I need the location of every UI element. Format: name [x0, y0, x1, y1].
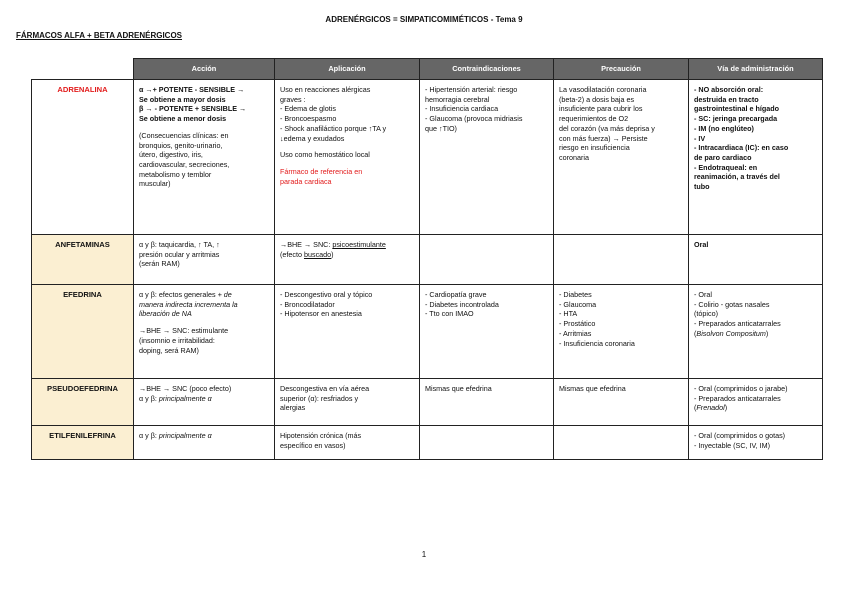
via-cell [689, 379, 823, 426]
cell-line: - Oral [694, 290, 712, 299]
product-name: Bisolvon Compositum [696, 328, 766, 338]
cell-line: - Edema de glotis [280, 104, 336, 114]
cell-line: - Colirio - gotas nasales [694, 299, 770, 309]
precaucion-cell [554, 80, 689, 235]
text-segment: + de [217, 290, 232, 299]
via-cell [689, 426, 823, 460]
cell-line: - Endotraqueal: en [694, 162, 758, 172]
reference-note: parada cardiaca [280, 176, 332, 186]
column-header-precaucion: Precaución [554, 59, 689, 80]
underlined-term: buscado [303, 249, 332, 259]
cell-line: - HTA [559, 309, 578, 319]
cell-line: (beta-2) a dosis baja es [559, 94, 635, 104]
accion-cell [134, 285, 275, 379]
cell-line: liberación de NA [139, 309, 192, 319]
cell-line: Se obtiene a mayor dosis [139, 94, 226, 104]
cell-line: - Insuficiencia cardiaca [425, 104, 499, 114]
cell-line [280, 240, 414, 250]
cell-line: - Preparados anticatarrales [694, 319, 781, 329]
accion-cell [134, 235, 275, 285]
cell-line: - Hipertensión arterial: riesgo [425, 85, 518, 94]
cell-line: destruida en tracto [694, 94, 759, 104]
aplicacion-cell [275, 379, 420, 426]
text-segment: α y β: [139, 393, 159, 403]
column-header-accion: Acción [134, 59, 275, 80]
cell-line: Mismas que efedrina [425, 384, 492, 393]
cell-line: - Descongestivo oral y tópico [280, 290, 373, 299]
cell-line: α y β: taquicardia, ↑ TA, ↑ [139, 240, 220, 249]
table-header-row [32, 59, 823, 80]
text-segment: principalmente α [158, 431, 212, 440]
cell-line [694, 403, 817, 413]
cell-line: hemorragia cerebral [425, 94, 490, 104]
table-row-adrenalina [32, 80, 823, 235]
cell-line: - NO absorción oral: [694, 85, 764, 94]
cell-line: (insomnio e irritabilidad: [139, 335, 215, 345]
cell-line: tubo [694, 182, 710, 192]
table-row-etilfenilefrina [32, 426, 823, 460]
cell-line: graves : [280, 94, 306, 104]
precaucion-cell [554, 379, 689, 426]
table-row-anfetaminas [32, 235, 823, 285]
contraindicaciones-cell [420, 80, 554, 235]
text-segment: principalmente α [158, 393, 212, 403]
cell-line: - Glaucoma [559, 299, 597, 309]
page-number: 1 [421, 550, 427, 559]
cell-line: - Arritmias [559, 328, 592, 338]
bhe-prefix: →BHE → SNC: [280, 240, 333, 249]
drug-name-pseudoefedrina: PSEUDOEFEDRINA [32, 379, 134, 426]
cell-line: (Consecuencias clínicas: en [139, 130, 229, 140]
via-cell [689, 80, 823, 235]
cell-line: gastrointestinal e hígado [694, 104, 780, 114]
cell-line: - Diabetes [559, 290, 592, 299]
text-segment: α y β: [139, 431, 159, 440]
cell-line: →BHE → SNC (poco efecto) [139, 384, 232, 393]
precaucion-cell [554, 285, 689, 379]
text-segment: ) [724, 403, 728, 413]
cell-line: metabolismo y temblor [139, 169, 212, 179]
cell-line: Oral [694, 240, 709, 249]
reference-note: Fármaco de referencia en [280, 167, 363, 177]
text-segment: ) [765, 328, 769, 338]
cell-line: presión ocular y arritmias [139, 249, 220, 259]
cell-line [280, 250, 414, 260]
cell-line: doping, será RAM) [139, 345, 199, 355]
cell-line: Uso como hemostático local [280, 150, 370, 160]
cell-line: Uso en reacciones alérgicas [280, 85, 371, 94]
drug-table [31, 58, 823, 460]
cell-line: - IM (no englúteo) [694, 123, 754, 133]
cell-line: (serán RAM) [139, 259, 180, 269]
cell-line: α →+ POTENTE - SENSIBLE → [139, 85, 245, 94]
cell-line: - Oral (comprimidos o gotas) [694, 431, 786, 440]
cell-line: - Cardiopatía grave [425, 290, 487, 299]
table-row-pseudoefedrina [32, 379, 823, 426]
cell-line: alergias [280, 403, 306, 413]
cell-line: reanimación, a través del [694, 172, 780, 182]
cell-line: del corazón (va más deprisa y [559, 123, 655, 133]
drug-name-anfetaminas: ANFETAMINAS [32, 235, 134, 285]
underlined-term: psicoestimulante [332, 240, 386, 249]
cell-line [694, 329, 817, 339]
precaucion-cell [554, 426, 689, 460]
aplicacion-cell [275, 426, 420, 460]
table-row-efedrina [32, 285, 823, 379]
aplicacion-cell [275, 235, 420, 285]
cell-line: - Broncoespasmo [280, 114, 337, 124]
document-title: ADRENÉRGICOS = SIMPATICOMIMÉTICOS - Tema 9 [325, 15, 523, 24]
cell-line [139, 290, 269, 300]
column-header-via: Vía de administración [689, 59, 823, 80]
text-segment: ( [694, 403, 697, 413]
accion-cell [134, 80, 275, 235]
cell-line: - SC: jeringa precargada [694, 114, 778, 124]
product-name: Frenadol [696, 403, 725, 413]
text-segment: ( [694, 328, 697, 338]
cell-line: La vasodilatación coronaria [559, 85, 647, 94]
cell-line: ↓edema y exudados [280, 133, 345, 143]
cell-line: manera indirecta incrementa la [139, 299, 238, 309]
cell-line: - Glaucoma (provoca midriasis [425, 114, 523, 124]
cell-line: →BHE → SNC: estimulante [139, 326, 229, 336]
text-segment: ) [331, 249, 334, 259]
cell-line: - Insuficiencia coronaria [559, 338, 635, 348]
aplicacion-cell [275, 80, 420, 235]
cell-line: - Diabetes incontrolada [425, 299, 499, 309]
text-segment: (efecto [280, 249, 304, 259]
cell-line: muscular) [139, 179, 171, 189]
contraindicaciones-cell [420, 379, 554, 426]
precaucion-cell [554, 235, 689, 285]
cell-line: Mismas que efedrina [559, 384, 626, 393]
cell-line: superior (α): resfriados y [280, 393, 359, 403]
cell-line: riesgo en insuficiencia [559, 143, 630, 153]
cell-line: - Preparados anticatarrales [694, 393, 781, 403]
cell-line: β → - POTENTE + SENSIBLE → [139, 104, 247, 114]
drug-name-etilfenilefrina: ETILFENILEFRINA [32, 426, 134, 460]
cell-line: cardiovascular, secreciones, [139, 160, 230, 170]
cell-line: - Prostático [559, 319, 596, 329]
cell-line: Se obtiene a menor dosis [139, 114, 227, 124]
cell-line: Descongestiva en vía aérea [280, 384, 370, 393]
text-segment: α y β: efectos generales [139, 290, 218, 299]
cell-line: útero, digestivo, iris, [139, 150, 203, 160]
drug-name-adrenalina: ADRENALINA [32, 80, 134, 235]
cell-line: - IV [694, 133, 706, 143]
cell-line [139, 394, 269, 404]
accion-cell [134, 379, 275, 426]
cell-line: que ↑TIO) [425, 123, 457, 133]
contraindicaciones-cell [420, 235, 554, 285]
cell-line: insuficiente para cubrir los [559, 104, 643, 114]
cell-line: - Hipotensor en anestesia [280, 309, 362, 319]
cell-line: de paro cardiaco [694, 153, 752, 163]
contraindicaciones-cell [420, 426, 554, 460]
cell-line: requerimientos de O2 [559, 114, 629, 124]
cell-line: - Shock anafiláctico porque ↑TA y [280, 123, 387, 133]
via-cell [689, 285, 823, 379]
cell-line: Hipotensión crónica (más [280, 431, 362, 440]
cell-line: - Intracardiaca (IC): en caso [694, 143, 789, 153]
cell-line: bronquios, genito-urinario, [139, 140, 223, 150]
contraindicaciones-cell [420, 285, 554, 379]
cell-line [139, 431, 269, 441]
cell-line: - Inyectable (SC, IV, IM) [694, 440, 771, 450]
header-corner [32, 59, 134, 80]
aplicacion-cell [275, 285, 420, 379]
cell-line: - Broncodilatador [280, 299, 335, 309]
accion-cell [134, 426, 275, 460]
column-header-aplicacion: Aplicación [275, 59, 420, 80]
column-header-contraindicaciones: Contraindicaciones [420, 59, 554, 80]
via-cell [689, 235, 823, 285]
cell-line: (tópico) [694, 309, 718, 319]
cell-line: con más fuerza) → Persiste [559, 133, 648, 143]
cell-line: - Tto con IMAO [425, 309, 474, 319]
cell-line: coronaria [559, 153, 589, 163]
cell-line: - Oral (comprimidos o jarabe) [694, 384, 788, 393]
drug-name-efedrina: EFEDRINA [32, 285, 134, 379]
cell-line: específico en vasos) [280, 440, 346, 450]
section-title: FÁRMACOS ALFA + BETA ADRENÉRGICOS [16, 31, 183, 40]
